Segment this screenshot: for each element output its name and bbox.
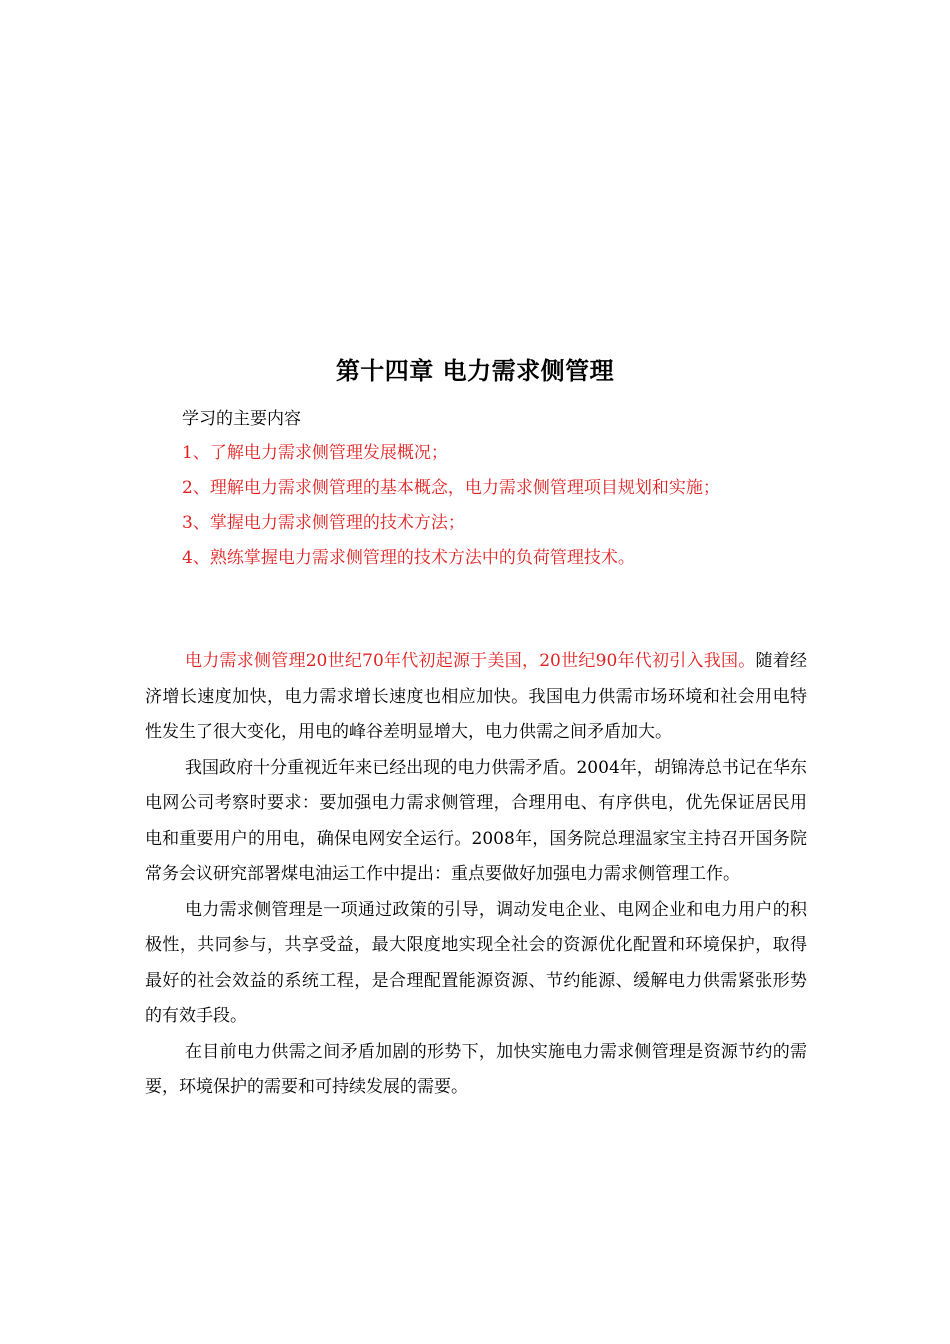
objective-item: 4、熟练掌握电力需求侧管理的技术方法中的负荷管理技术。 bbox=[182, 548, 635, 568]
paragraph-text: 随着经济增长速度加快，电力需求增长速度也相应加快。我国电力供需市场环境和社会用电特性发生了很大变化，用电的峰谷差明显增大，电力供需之间矛盾加大。 bbox=[145, 651, 807, 742]
paragraph-origin bbox=[145, 644, 807, 751]
chapter-title: 第十四章 电力需求侧管理 bbox=[335, 357, 615, 385]
objectives-heading: 学习的主要内容 bbox=[182, 409, 301, 429]
body-text bbox=[145, 644, 807, 1106]
paragraph-highlight: 电力需求侧管理20世纪70年代初起源于美国，20世纪90年代初引入我国。 bbox=[185, 651, 756, 671]
objectives-list bbox=[182, 436, 902, 576]
paragraph-government: 我国政府十分重视近年来已经出现的电力供需矛盾。2004年，胡锦涛总书记在华东电网公司考察时要求：要加强电力需求侧管理，合理用电、有序供电，优先保证居民用电和重要用户的用电，确保电网安全运行。2008年，国务院总理温家宝主持召开国务院常务会议研究部署煤电油运工作中提出：重点要做好加强电力需求侧管理工作。 bbox=[145, 757, 807, 884]
objective-item: 3、掌握电力需求侧管理的技术方法； bbox=[182, 513, 465, 533]
paragraph-necessity: 在目前电力供需之间矛盾加剧的形势下，加快实施电力需求侧管理是资源节约的需要，环境保护的需要和可持续发展的需要。 bbox=[145, 1041, 807, 1097]
objective-item: 1、了解电力需求侧管理发展概况； bbox=[182, 443, 448, 463]
objective-item: 2、理解电力需求侧管理的基本概念，电力需求侧管理项目规划和实施； bbox=[182, 478, 720, 498]
learning-objectives bbox=[182, 402, 902, 576]
paragraph-definition: 电力需求侧管理是一项通过政策的引导，调动发电企业、电网企业和电力用户的积极性，共同参与，共享受益，最大限度地实现全社会的资源优化配置和环境保护，取得最好的社会效益的系统工程，是合理配置能源资源、节约能源、缓解电力供需紧张形势的有效手段。 bbox=[145, 899, 807, 1026]
